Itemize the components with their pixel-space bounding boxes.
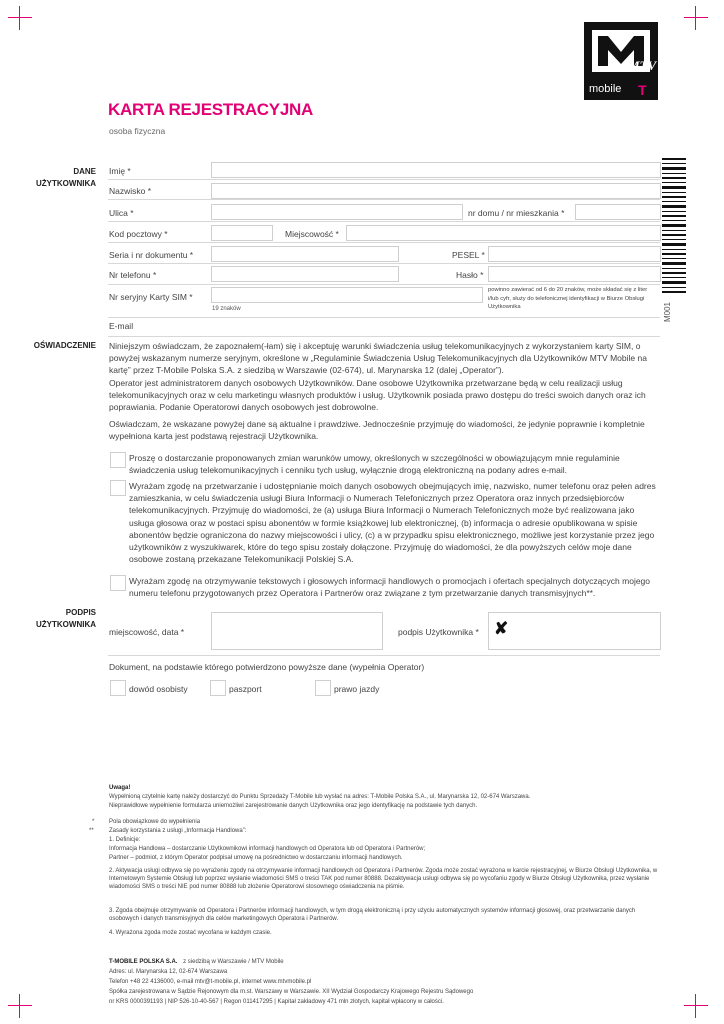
consent1-text: Proszę o dostarczanie proponowanych zmian warunków umowy, określonych w szczególności w obowiązującym mnie regulaminie świadczenia usług telekomunikacyjnych i cenniku tych usług, wyłącznie drogą elektroniczną na podany adres e-mail. <box>129 453 620 476</box>
postal-code-field[interactable] <box>211 225 273 241</box>
star2-marker: ** <box>89 828 94 834</box>
mtv-mobile-logo <box>584 22 658 100</box>
phone-label: Nr telefonu * <box>109 270 157 280</box>
last-name-field[interactable] <box>211 183 661 199</box>
house-no-field[interactable] <box>575 204 661 220</box>
place-date-field[interactable] <box>211 612 383 650</box>
rule <box>108 336 660 337</box>
consent3-text: Wyrażam zgodę na otrzymywanie tekstowych i głosowych informacji handlowych o promocjach i ofertach specjalnych dotyczących mojego numeru telefonu przygotowanych przez Operatora i Partnerów oraz związane z tym przetwarzanie danych transmisyjnych**. <box>129 576 651 599</box>
rule4: 4. Wyrażona zgoda może zostać wycofana w każdym czasie. <box>109 930 272 936</box>
star2-text: Zasady korzystania z usługi „Informacja Handlowa”: <box>109 828 247 834</box>
crop-mark-top-right <box>684 6 708 30</box>
rule <box>108 655 660 656</box>
t-mark-icon: T <box>638 82 647 98</box>
sim-hint: 19 znaków <box>212 306 241 312</box>
id-doc-field[interactable] <box>211 246 399 262</box>
id-card-label: dowód osobisty <box>129 684 188 694</box>
postal-code-label: Kod pocztowy * <box>109 229 168 239</box>
star1-marker: * <box>92 819 95 825</box>
rule <box>108 263 660 264</box>
password-hint: powinno zawierać od 6 do 20 znaków, może składać się z liter i/lub cyfr, służy do telefonicznej identyfikacji w Biurze Obsługi Użytkownika <box>488 287 648 311</box>
city-field[interactable] <box>346 225 661 241</box>
logo-mobile-text: mobile <box>589 83 622 95</box>
section-statements: OŚWIADCZENIE <box>33 341 96 350</box>
footer-ids: nr KRS 0000391193 | NIP 526-10-40-567 | Regon 011417295 | Kapitał zakładowy 471 mln złotych, kapitał wpłacony w całości. <box>109 999 444 1005</box>
driving-license-checkbox[interactable] <box>315 680 331 696</box>
star1-text: Pola obowiązkowe do wypełnienia <box>109 819 201 825</box>
section-signature: PODPIS UŻYTKOWNIKA <box>36 608 96 629</box>
barcode-code: M001 <box>663 301 672 322</box>
notes-heading: Uwaga! <box>109 785 131 791</box>
footer-contact: Telefon +48 22 4136000, e-mail mtv@t-mobile.pl, internet www.mtvmobile.pl <box>109 979 312 985</box>
page-subtitle: osoba fizyczna <box>109 126 166 136</box>
place-date-label: miejscowość, data * <box>109 627 185 637</box>
mtv-logo-icon <box>584 22 658 82</box>
id-card-checkbox[interactable] <box>110 680 126 696</box>
pesel-field[interactable] <box>488 246 661 262</box>
declaration-p3: Oświadczam, że wskazane powyżej dane są aktualne i prawdziwe. Jednocześnie przyjmuję do wiadomości, że jedynie poprawnie i kompletnie wypełniona karta jest podstawą rejestracji Użytkownika. <box>109 419 645 442</box>
def2: Partner – podmiot, z którym Operator podpisał umowę na pośrednictwo w dostarczaniu informacji handlowych. <box>109 855 403 861</box>
first-name-field[interactable] <box>211 162 661 178</box>
document-prompt: Dokument, na podstawie którego potwierdzono powyższe dane (wypełnia Operator) <box>109 662 425 672</box>
section-user-data: DANE UŻYTKOWNIKA <box>36 167 96 188</box>
phone-field[interactable] <box>211 266 399 282</box>
street-field[interactable] <box>211 204 463 220</box>
password-label: Hasło * <box>456 270 484 280</box>
passport-checkbox[interactable] <box>210 680 226 696</box>
id-doc-label: Seria i nr dokumentu * <box>109 250 194 260</box>
def1: Informacja Handlowa – dostarczanie Użytkownikowi informacji handlowych od Operatora lub od Operatora i Partnerów; <box>109 846 426 852</box>
first-name-label: Imię * <box>109 166 131 176</box>
consent2-checkbox[interactable] <box>110 480 126 496</box>
consent2-text: Wyrażam zgodę na przetwarzanie i udostępnianie moich danych osobowych obejmujących imię, nazwisko, numer telefonu oraz pełen adres zamieszkania, w celu świadczenia usługi Biura Informacji o Numerach Telefonicznych przez Operatora oraz innych przedsiębiorców telekomunikacyjnych. Przyjmuję do wiadomości, że (a) usługa Biura Informacji o Numerach Telefonicznych może być realizowana jako usługa głosowa oraz w postaci spisu abonentów w formie książkowej lub elektronicznej, (b) informacja o adresie opublikowana w spisie abonentów będzie ograniczona do nazwy miejscowości i ulicy, (c) a w przypadku spisu elektronicznego, możliwe jest korzystanie przez jego użytkowników z wyszukiwarek, które do tego spisu zostały dołączone. Przyjmuję do wiadomości, że dla powyższych celów moje dane osobowe zostaną przekazane Telekomunikacji Polskiej S.A. <box>129 481 656 565</box>
sim-serial-label: Nr seryjny Karty SIM * <box>109 292 193 302</box>
street-label: Ulica * <box>109 208 134 218</box>
notes-line1: Wypełnioną czytelnie kartę należy dostarczyć do Punktu Sprzedaży T-Mobile lub wysłać na adres: T-Mobile Polska S.A., ul. Marynarska 12, 02-674 Warszawa. <box>109 794 531 800</box>
footer-company-name: T-MOBILE POLSKA S.A. <box>109 959 178 965</box>
user-signature-label: podpis Użytkownika * <box>398 627 479 637</box>
passport-label: paszport <box>229 684 262 694</box>
barcode <box>662 158 686 318</box>
rule <box>108 317 660 318</box>
rule3: 3. Zgoda obejmuje otrzymywanie od Operatora i Partnerów informacji handlowych, w tym drogą elektroniczną i przy użyciu automatycznych systemów informacji głosowej, oraz przetwarzanie danych osobowych i danych transmisyjnych dla celów marketingowych Operatora i Partnerów. <box>109 908 636 923</box>
sim-serial-field[interactable] <box>211 287 483 303</box>
footer-company <box>109 958 284 966</box>
consent1-checkbox[interactable] <box>110 452 126 468</box>
crop-mark-bottom-left <box>8 994 32 1018</box>
logo-bottom-band <box>584 82 658 100</box>
declaration-p1: Niniejszym oświadczam, że zapoznałem(-łam) się i akceptuję warunki świadczenia usług telekomunikacyjnych z wykorzystaniem karty SIM, o powyżej wskazanym numerze seryjnym, określone w „Regulaminie Świadczenia Usług Telekomunikacyjnych dla Użytkowników MTV Mobile na kartę” przez T-Mobile Polska S.A. z siedzibą w Warszawie (02-674), ul. Marynarska 12 (dalej „Operator”). <box>109 341 647 376</box>
mtv-text: MTV <box>628 58 657 73</box>
user-signature-field[interactable] <box>488 612 661 650</box>
footer-company-suffix: z siedzibą w Warszawie / MTV Mobile <box>183 959 284 965</box>
crop-mark-top-left <box>8 6 32 30</box>
rule <box>108 199 660 200</box>
rule <box>108 242 660 243</box>
footer-registry: Spółka zarejestrowana w Sądzie Rejonowym dla m.st. Warszawy w Warszawie. XII Wydział Gospodarczy Krajowego Rejestru Sądowego <box>109 989 474 995</box>
driving-license-label: prawo jazdy <box>334 684 380 694</box>
pesel-label: PESEL * <box>452 250 485 260</box>
email-label: E-mail <box>109 321 134 331</box>
rule <box>108 221 660 222</box>
rule <box>108 179 660 180</box>
notes-line2: Nieprawidłowe wypełnienie formularza uniemożliwi zarejestrowanie danych Użytkownika oraz jego identyfikację na podstawie tych danych. <box>109 803 478 809</box>
rule <box>108 284 660 285</box>
def-heading: 1. Definicje: <box>109 837 141 843</box>
last-name-label: Nazwisko * <box>109 186 152 196</box>
signature-mark-icon: ✘ <box>494 619 509 638</box>
password-field[interactable] <box>488 266 661 282</box>
footer-address: Adres: ul. Marynarska 12, 02-674 Warszawa <box>109 969 228 975</box>
city-label: Miejscowość * <box>285 229 339 239</box>
page-title: KARTA REJESTRACYJNA <box>108 100 313 119</box>
consent3-checkbox[interactable] <box>110 575 126 591</box>
crop-mark-bottom-right <box>684 994 708 1018</box>
house-no-label: nr domu / nr mieszkania * <box>468 208 565 218</box>
rule2: 2. Aktywacja usługi odbywa się po wyrażeniu zgody na otrzymywanie informacji handlowych od Operatora i Partnerów. Zgoda może zostać wyrażona w karcie rejestracyjnej, w Biurze Obsługi Użytkownika, w Internetowym Systemie Obsługi lub poprzez wysłanie wiadomości SMS o treści TAK pod numer 80888. Dezaktywacja usługi odbywa się po wycofaniu zgody w Biurze Obsługi Użytkownika, przez wysłanie wiadomości SMS o treści NIE pod numer 80888 lub złożenie Operatorowi stosownego oświadczenia na piśmie. <box>109 868 658 891</box>
declaration-p2: Operator jest administratorem danych osobowych Użytkowników. Dane osobowe Użytkownika przetwarzane będą w celu realizacji usług telekomunikacyjnych oraz w celu marketingu własnych produktów i usług. Użytkownik posiada prawo dostępu do treści swoich danych oraz ich poprawiania. Podanie Operatorowi danych osobowych jest dobrowolne. <box>109 378 646 413</box>
